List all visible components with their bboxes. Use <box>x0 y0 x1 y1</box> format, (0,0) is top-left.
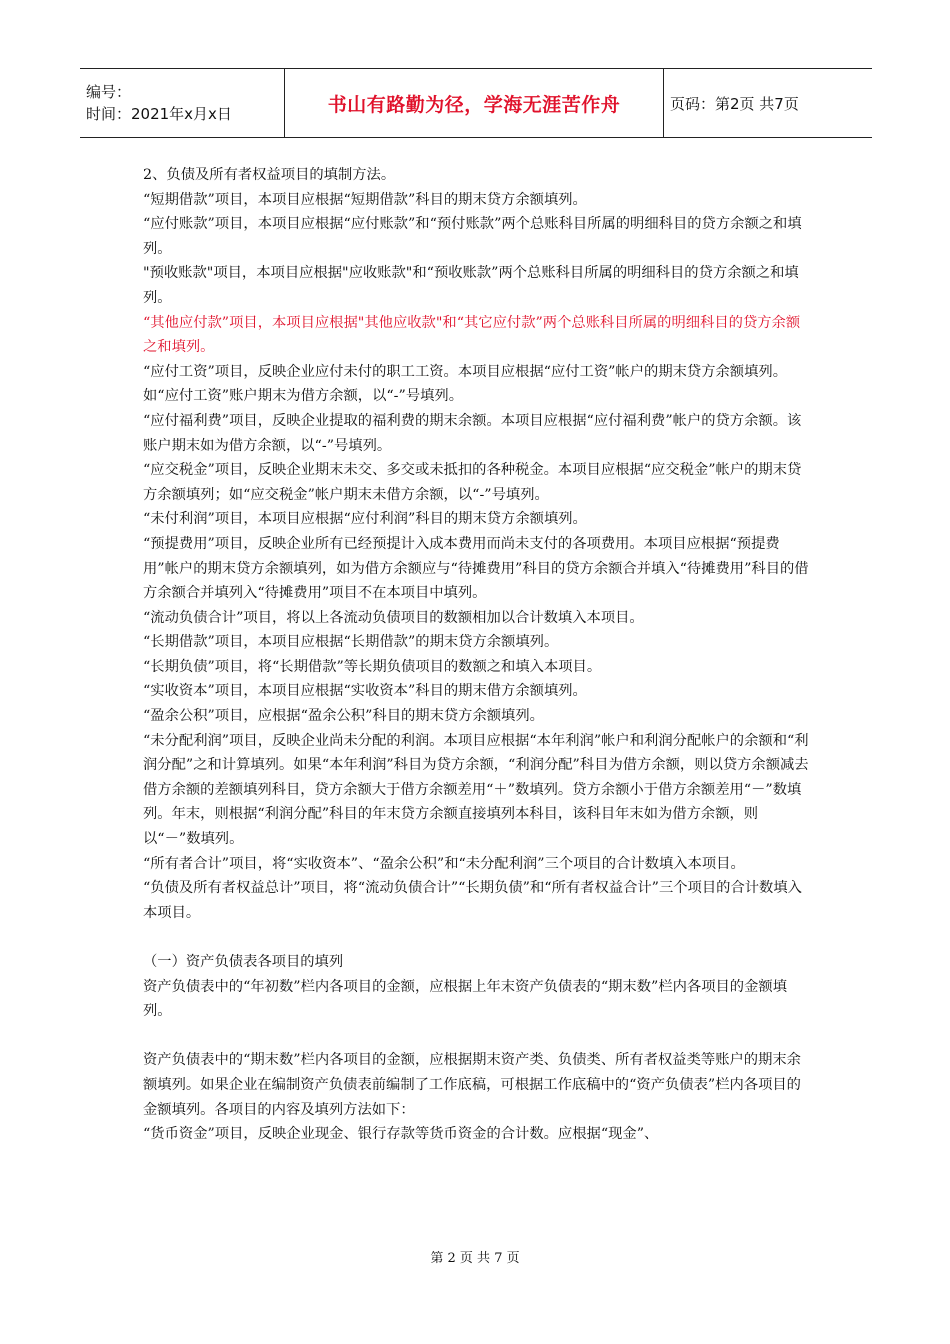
body-paragraph: “长期借款”项目，本项目应根据“长期借款”的期末贷方余额填列。 <box>143 634 559 651</box>
body-paragraph: 2、负债及所有者权益项目的填制方法。 <box>143 167 396 183</box>
header-motto: 书山有路勤为径，学海无涯苦作舟 <box>327 93 621 116</box>
header-motto-cell <box>285 69 664 137</box>
body-paragraph: 资产负债表中的“期末数”栏内各项目的金额，应根据期末资产类、负债类、所有者权益类等账户的期末余额填列。如果企业在编制资产负债表前编制了工作底稿，可根据工作底稿中的“资产负债表”栏内各项目的金额填列。各项目的内容及填列方法如下： <box>143 1052 801 1118</box>
body-paragraph: “实收资本”项目，本项目应根据“实收资本”科目的期末借方余额填列。 <box>143 683 587 700</box>
body-paragraph: “应付福利费”项目，反映企业提取的福利费的期末余额。本项目应根据“应付福利费”帐户的贷方余额。该账户期末如为借方余额，以“-”号填列。 <box>143 412 802 454</box>
document-header <box>80 68 872 138</box>
body-paragraph: “流动负债合计”项目，将以上各流动负债项目的数额相加以合计数填入本项目。 <box>143 609 644 626</box>
blank-line <box>143 1024 813 1049</box>
body-paragraph: “应付账款”项目，本项目应根据“应付账款”和“预付账款”两个总账科目所属的明细科目的贷方余额之和填列。 <box>143 216 802 257</box>
body-paragraph: “盈余公积”项目，应根据“盈余公积”科目的期末贷方余额填列。 <box>143 708 544 725</box>
body-paragraph: “负债及所有者权益总计”项目，将“流动负债合计”“长期负债”和“所有者权益合计”三个项目的合计数填入本项目。 <box>143 880 802 921</box>
body-paragraph: “预提费用”项目，反映企业所有已经预提计入成本费用而尚未支付的各项费用。本项目应根据“预提费用”帐户的期末贷方余额填列，如为借方余额应与“待摊费用”科目的贷方余额合并填入“待摊费用”科目的借方余额合并填列入“待摊费用”项目不在本项目中填列。 <box>143 535 809 602</box>
body-paragraph: “长期负债”项目，将“长期借款”等长期负债项目的数额之和填入本项目。 <box>143 658 602 675</box>
body-paragraph: 资产负债表中的“年初数”栏内各项目的金额，应根据上年末资产负债表的“期末数”栏内各项目的金额填列。 <box>143 978 787 1020</box>
header-meta <box>80 69 285 137</box>
page-footer: 第 2 页 共 7 页 <box>430 1251 520 1266</box>
blank-line <box>143 925 813 950</box>
body-paragraph: “应交税金”项目，反映企业期末未交、多交或未抵扣的各种税金。本项目应根据“应交税金”帐户的期末贷方余额填列；如“应交税金”帐户期末未借方余额，以“-”号填列。 <box>143 462 802 503</box>
header-number-label: 编号： <box>86 83 132 101</box>
header-page-cell <box>664 69 872 137</box>
header-page-label: 页码：第2页 共7页 <box>670 94 799 113</box>
highlighted-paragraph: “其他应付款”项目，本项目应根据"其他应收款"和“其它应付款”两个总账科目所属的明细科目的贷方余额之和填列。 <box>143 314 801 356</box>
body-paragraph: （一）资产负债表各项目的填列 <box>143 954 344 970</box>
body-paragraph: “未分配利润”项目，反映企业尚未分配的利润。本项目应根据“本年利润”帐户和利润分配帐户的余额和“利润分配”之和计算填列。如果“本年利润”科目为贷方余额，“利润分配”科目为借方余额，则以贷方余额减去借方余额的差额填列科目，贷方余额大于借方余额差用“＋”数填列。贷方余额小于借方余额差用“－”数填列。年末，则根据“利润分配”科目的年末贷方余额直接填列本科目，该科目年末如为借方余额，则以“－”数填列。 <box>143 732 809 848</box>
body-paragraph: “短期借款”项目，本项目应根据“短期借款”科目的期末贷方余额填列。 <box>143 191 587 208</box>
body-paragraph: “未付利润”项目，本项目应根据“应付利润”科目的期末贷方余额填列。 <box>143 511 587 528</box>
body-paragraph: "预收账款"项目，本项目应根据"应收账款"和“预收账款”两个总账科目所属的明细科目的贷方余额之和填列。 <box>143 265 799 306</box>
document-body <box>143 163 813 1147</box>
body-paragraph: “货币资金”项目，反映企业现金、银行存款等货币资金的合计数。应根据“现金”、 <box>143 1126 659 1143</box>
body-paragraph: “所有者合计”项目，将“实收资本”、“盈余公积”和“未分配利润”三个项目的合计数填入本项目。 <box>143 855 745 872</box>
body-paragraph: “应付工资”项目，反映企业应付未付的职工工资。本项目应根据“应付工资”帐户的期末贷方余额填列。如“应付工资”账户期末为借方余额，以“-”号填列。 <box>143 363 787 405</box>
header-time-label: 时间：2021年x月x日 <box>86 105 232 123</box>
